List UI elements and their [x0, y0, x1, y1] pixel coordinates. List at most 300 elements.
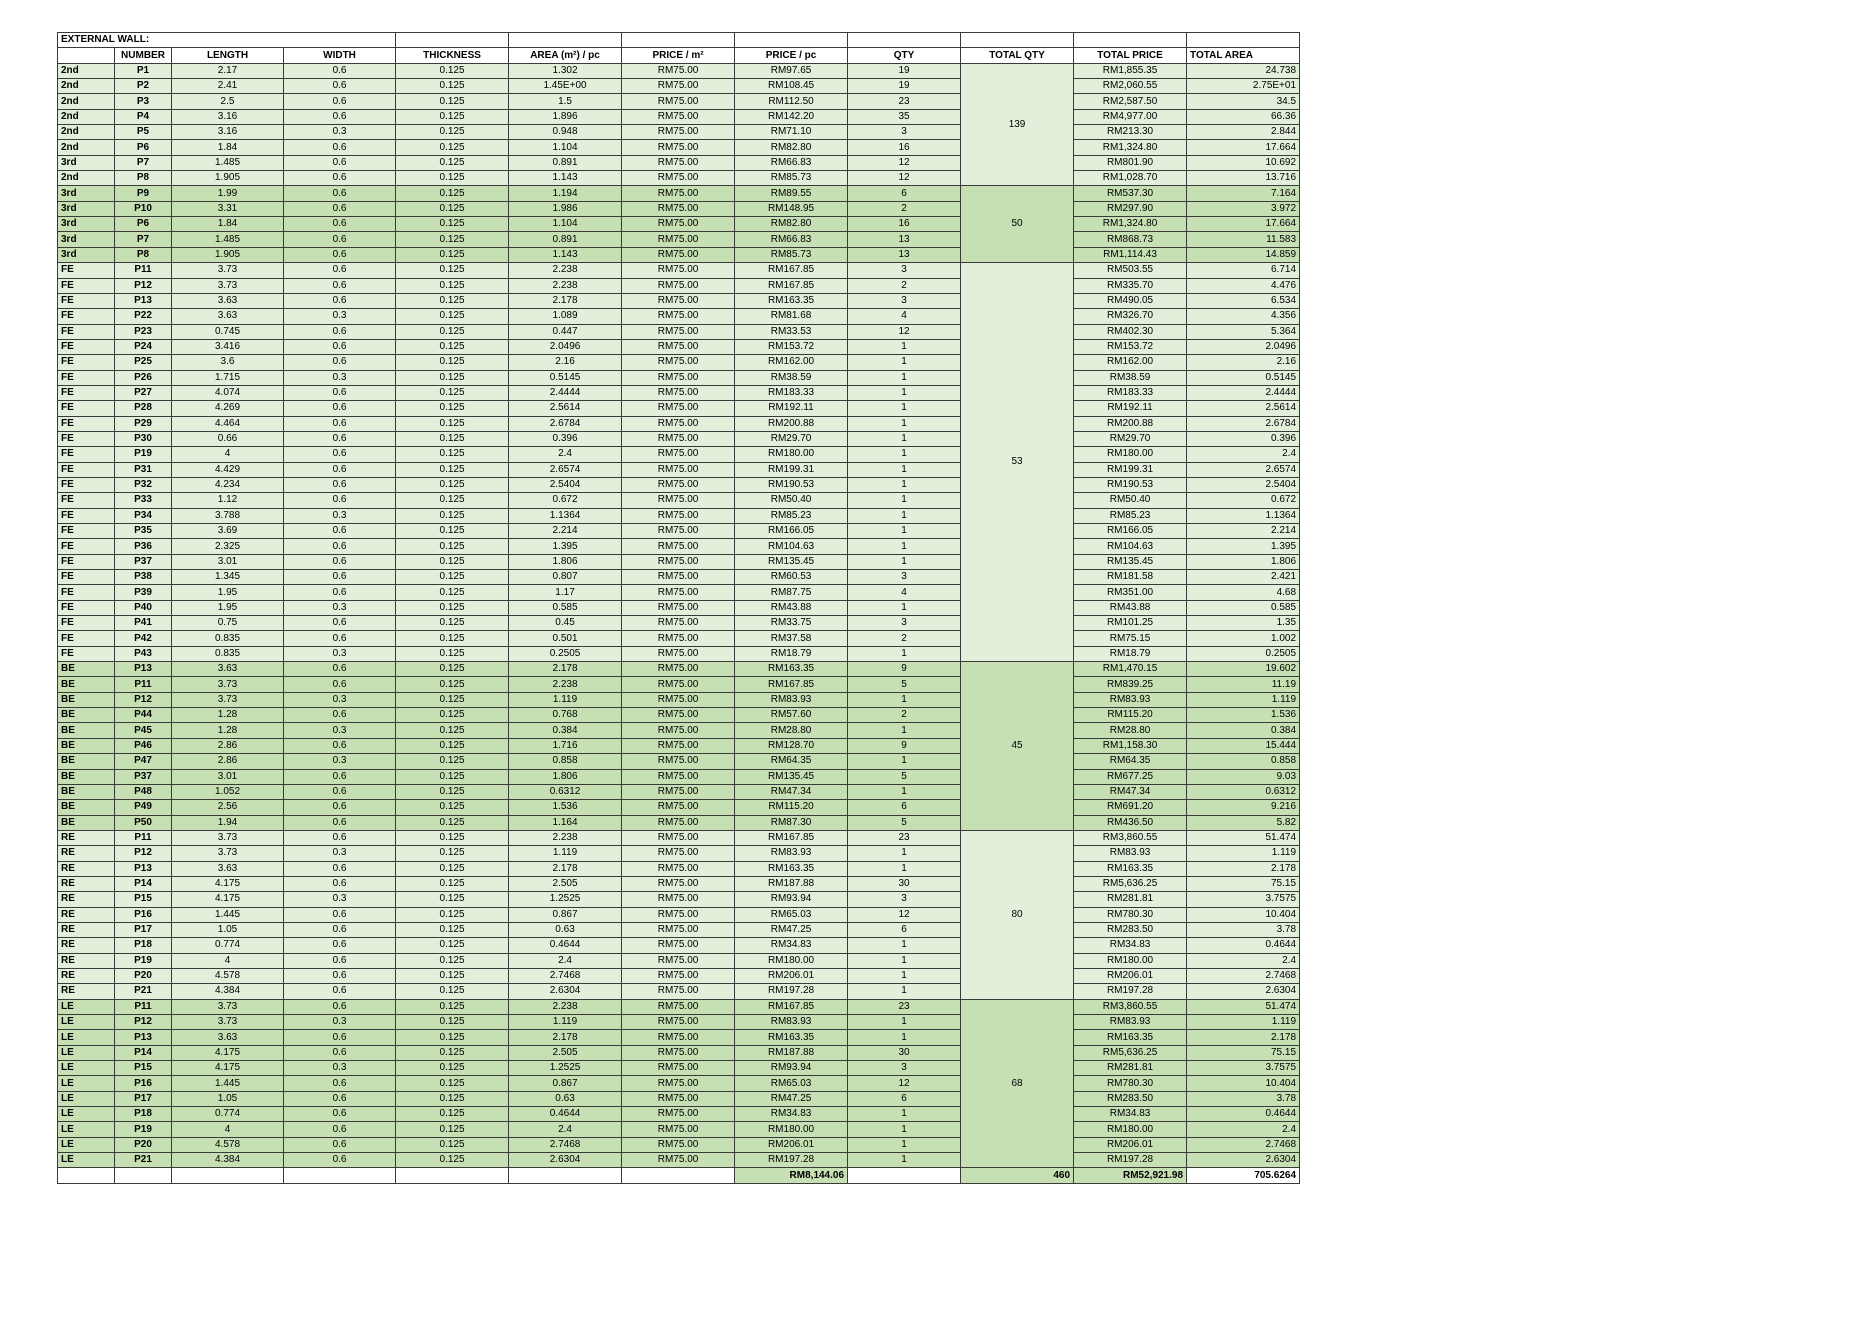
- cell-area-per-pc: 0.45: [509, 616, 622, 631]
- cell-thickness: 0.125: [396, 815, 509, 830]
- table-row: [58, 861, 1300, 876]
- cell-price-per-pc: RM28.80: [735, 723, 848, 738]
- cell-total-price: RM503.55: [1074, 263, 1187, 278]
- cell-length: 1.84: [172, 140, 284, 155]
- cell-width: 0.3: [284, 125, 396, 140]
- cell-width: 0.6: [284, 324, 396, 339]
- cell-qty: 3: [848, 892, 961, 907]
- group-total-qty: 53: [961, 263, 1074, 662]
- cell-price-per-pc: RM108.45: [735, 79, 848, 94]
- cell-number: P28: [115, 401, 172, 416]
- cell-number: P37: [115, 769, 172, 784]
- cell-price-per-pc: RM50.40: [735, 493, 848, 508]
- cell-width: 0.6: [284, 1153, 396, 1168]
- cell-thickness: 0.125: [396, 907, 509, 922]
- cell-qty: 1: [848, 1137, 961, 1152]
- cell-width: 0.6: [284, 922, 396, 937]
- header-width: WIDTH: [284, 48, 396, 63]
- cell-area-per-pc: 0.4644: [509, 1107, 622, 1122]
- cell-price-per-pc: RM29.70: [735, 431, 848, 446]
- cell-price-per-m2: RM75.00: [622, 462, 735, 477]
- cell-width: 0.6: [284, 677, 396, 692]
- cell-area-per-pc: 2.178: [509, 861, 622, 876]
- cell-floor: RE: [58, 846, 115, 861]
- cell-price-per-pc: RM83.93: [735, 1015, 848, 1030]
- cell-qty: 2: [848, 201, 961, 216]
- cell-total-price: RM5,636.25: [1074, 876, 1187, 891]
- cell-price-per-m2: RM75.00: [622, 1045, 735, 1060]
- table-row: [58, 554, 1300, 569]
- cell-total-price: RM1,470.15: [1074, 662, 1187, 677]
- cell-total-price: RM4,977.00: [1074, 109, 1187, 124]
- cell-number: P2: [115, 79, 172, 94]
- cell-floor: FE: [58, 263, 115, 278]
- cell-total-area: 0.396: [1187, 431, 1300, 446]
- totals-blank: [622, 1168, 735, 1183]
- cell-total-price: RM537.30: [1074, 186, 1187, 201]
- cell-total-price: RM181.58: [1074, 570, 1187, 585]
- cell-width: 0.6: [284, 355, 396, 370]
- cell-floor: BE: [58, 708, 115, 723]
- cell-width: 0.6: [284, 263, 396, 278]
- cell-number: P13: [115, 293, 172, 308]
- cell-floor: 2nd: [58, 94, 115, 109]
- cell-price-per-m2: RM75.00: [622, 94, 735, 109]
- cell-thickness: 0.125: [396, 708, 509, 723]
- totals-row: [58, 1168, 1300, 1183]
- cell-area-per-pc: 1.119: [509, 1015, 622, 1030]
- cell-number: P12: [115, 278, 172, 293]
- cell-thickness: 0.125: [396, 1107, 509, 1122]
- table-row: [58, 508, 1300, 523]
- cell-price-per-pc: RM82.80: [735, 140, 848, 155]
- cell-price-per-pc: RM206.01: [735, 968, 848, 983]
- cell-area-per-pc: 2.178: [509, 662, 622, 677]
- table-row: [58, 293, 1300, 308]
- cell-total-area: 11.583: [1187, 232, 1300, 247]
- cell-length: 4: [172, 447, 284, 462]
- cell-total-price: RM47.34: [1074, 784, 1187, 799]
- cell-number: P7: [115, 155, 172, 170]
- cell-floor: FE: [58, 646, 115, 661]
- cell-number: P46: [115, 738, 172, 753]
- cell-price-per-pc: RM57.60: [735, 708, 848, 723]
- cell-price-per-m2: RM75.00: [622, 63, 735, 78]
- cell-area-per-pc: 1.986: [509, 201, 622, 216]
- header-total-price: TOTAL PRICE: [1074, 48, 1187, 63]
- cell-price-per-pc: RM187.88: [735, 1045, 848, 1060]
- cell-floor: RE: [58, 938, 115, 953]
- cell-price-per-pc: RM166.05: [735, 524, 848, 539]
- table-row: [58, 217, 1300, 232]
- cell-thickness: 0.125: [396, 570, 509, 585]
- cell-number: P32: [115, 477, 172, 492]
- cell-price-per-pc: RM197.28: [735, 984, 848, 999]
- cell-length: 4.175: [172, 876, 284, 891]
- cell-total-area: 66.36: [1187, 109, 1300, 124]
- cell-length: 0.75: [172, 616, 284, 631]
- cell-floor: FE: [58, 401, 115, 416]
- cell-price-per-pc: RM142.20: [735, 109, 848, 124]
- cell-length: 4.175: [172, 892, 284, 907]
- cell-total-price: RM85.23: [1074, 508, 1187, 523]
- cell-price-per-pc: RM187.88: [735, 876, 848, 891]
- cell-area-per-pc: 2.505: [509, 1045, 622, 1060]
- cell-price-per-pc: RM47.25: [735, 922, 848, 937]
- cell-total-price: RM183.33: [1074, 385, 1187, 400]
- header-total-qty: TOTAL QTY: [961, 48, 1074, 63]
- totals-body: [58, 1168, 1300, 1183]
- cell-thickness: 0.125: [396, 953, 509, 968]
- cell-width: 0.3: [284, 892, 396, 907]
- cell-price-per-pc: RM162.00: [735, 355, 848, 370]
- table-row: [58, 830, 1300, 845]
- totals-blank: [58, 1168, 115, 1183]
- cell-area-per-pc: 1.716: [509, 738, 622, 753]
- cell-qty: 1: [848, 493, 961, 508]
- cell-total-price: RM197.28: [1074, 984, 1187, 999]
- table-row: [58, 401, 1300, 416]
- cell-total-price: RM34.83: [1074, 938, 1187, 953]
- table-row: [58, 94, 1300, 109]
- cell-total-area: 2.16: [1187, 355, 1300, 370]
- cell-price-per-pc: RM104.63: [735, 539, 848, 554]
- cell-length: 3.6: [172, 355, 284, 370]
- cell-thickness: 0.125: [396, 508, 509, 523]
- cell-area-per-pc: 2.6304: [509, 1153, 622, 1168]
- cell-area-per-pc: 1.17: [509, 585, 622, 600]
- cell-total-price: RM281.81: [1074, 892, 1187, 907]
- cell-floor: LE: [58, 1015, 115, 1030]
- cell-qty: 12: [848, 155, 961, 170]
- table-row: [58, 201, 1300, 216]
- cell-total-price: RM104.63: [1074, 539, 1187, 554]
- cell-price-per-pc: RM47.34: [735, 784, 848, 799]
- cell-qty: 23: [848, 999, 961, 1014]
- cell-number: P44: [115, 708, 172, 723]
- cell-price-per-m2: RM75.00: [622, 79, 735, 94]
- cell-thickness: 0.125: [396, 876, 509, 891]
- cell-total-area: 2.4: [1187, 953, 1300, 968]
- cell-qty: 1: [848, 646, 961, 661]
- cell-thickness: 0.125: [396, 339, 509, 354]
- cell-floor: FE: [58, 616, 115, 631]
- title-row-blank: [1187, 33, 1300, 48]
- table-row: [58, 171, 1300, 186]
- cell-area-per-pc: 0.396: [509, 431, 622, 446]
- cell-total-area: 2.6304: [1187, 1153, 1300, 1168]
- cell-total-area: 1.119: [1187, 1015, 1300, 1030]
- table-row: [58, 309, 1300, 324]
- cell-total-area: 2.178: [1187, 861, 1300, 876]
- cell-number: P18: [115, 1107, 172, 1122]
- cell-length: 4.578: [172, 1137, 284, 1152]
- cell-width: 0.6: [284, 278, 396, 293]
- cell-total-price: RM1,028.70: [1074, 171, 1187, 186]
- cell-area-per-pc: 2.214: [509, 524, 622, 539]
- cell-floor: FE: [58, 447, 115, 462]
- cell-width: 0.6: [284, 907, 396, 922]
- cell-floor: LE: [58, 1107, 115, 1122]
- cell-area-per-pc: 1.5: [509, 94, 622, 109]
- cell-price-per-m2: RM75.00: [622, 447, 735, 462]
- sheet-title: EXTERNAL WALL:: [58, 33, 396, 48]
- cell-price-per-m2: RM75.00: [622, 247, 735, 262]
- cell-number: P14: [115, 876, 172, 891]
- cell-price-per-pc: RM167.85: [735, 999, 848, 1014]
- cell-thickness: 0.125: [396, 1153, 509, 1168]
- cell-qty: 16: [848, 140, 961, 155]
- cell-width: 0.6: [284, 554, 396, 569]
- cell-total-price: RM206.01: [1074, 1137, 1187, 1152]
- cell-length: 0.66: [172, 431, 284, 446]
- cell-total-price: RM213.30: [1074, 125, 1187, 140]
- cell-qty: 2: [848, 631, 961, 646]
- cell-price-per-m2: RM75.00: [622, 616, 735, 631]
- cell-number: P35: [115, 524, 172, 539]
- cell-area-per-pc: 0.4644: [509, 938, 622, 953]
- cell-qty: 12: [848, 171, 961, 186]
- cell-number: P6: [115, 140, 172, 155]
- cell-width: 0.6: [284, 1030, 396, 1045]
- cell-thickness: 0.125: [396, 370, 509, 385]
- cell-floor: FE: [58, 477, 115, 492]
- cell-width: 0.6: [284, 155, 396, 170]
- cell-length: 3.31: [172, 201, 284, 216]
- cell-qty: 1: [848, 1030, 961, 1045]
- cell-qty: 1: [848, 477, 961, 492]
- cell-area-per-pc: 1.395: [509, 539, 622, 554]
- cell-floor: FE: [58, 539, 115, 554]
- cell-total-price: RM839.25: [1074, 677, 1187, 692]
- table-row: [58, 892, 1300, 907]
- table-row: [58, 754, 1300, 769]
- cell-total-area: 3.7575: [1187, 892, 1300, 907]
- cell-total-area: 0.4644: [1187, 1107, 1300, 1122]
- cell-length: 3.01: [172, 769, 284, 784]
- cell-width: 0.3: [284, 370, 396, 385]
- cell-total-area: 2.178: [1187, 1030, 1300, 1045]
- cell-total-price: RM180.00: [1074, 447, 1187, 462]
- cell-total-area: 2.5614: [1187, 401, 1300, 416]
- cell-floor: FE: [58, 370, 115, 385]
- cell-thickness: 0.125: [396, 1122, 509, 1137]
- cell-length: 3.16: [172, 125, 284, 140]
- cell-total-area: 9.216: [1187, 800, 1300, 815]
- cell-width: 0.6: [284, 477, 396, 492]
- cell-thickness: 0.125: [396, 600, 509, 615]
- header-length: LENGTH: [172, 48, 284, 63]
- cell-qty: 1: [848, 600, 961, 615]
- cell-thickness: 0.125: [396, 1137, 509, 1152]
- cell-total-area: 2.4: [1187, 447, 1300, 462]
- cell-qty: 1: [848, 416, 961, 431]
- cell-width: 0.6: [284, 616, 396, 631]
- cell-number: P11: [115, 830, 172, 845]
- cell-width: 0.6: [284, 401, 396, 416]
- cell-number: P5: [115, 125, 172, 140]
- cell-floor: RE: [58, 830, 115, 845]
- cell-number: P47: [115, 754, 172, 769]
- cell-thickness: 0.125: [396, 861, 509, 876]
- cell-total-price: RM1,158.30: [1074, 738, 1187, 753]
- cell-price-per-m2: RM75.00: [622, 692, 735, 707]
- cell-floor: 2nd: [58, 109, 115, 124]
- cell-floor: FE: [58, 508, 115, 523]
- cell-length: 3.63: [172, 293, 284, 308]
- cell-price-per-m2: RM75.00: [622, 968, 735, 983]
- cell-width: 0.6: [284, 63, 396, 78]
- group-total-qty: 80: [961, 830, 1074, 999]
- title-row-spacer: [396, 33, 509, 48]
- cell-floor: BE: [58, 738, 115, 753]
- cell-total-price: RM190.53: [1074, 477, 1187, 492]
- title-row-spacer: [1074, 33, 1187, 48]
- cell-qty: 6: [848, 922, 961, 937]
- cell-total-area: 75.15: [1187, 1045, 1300, 1060]
- cell-total-price: RM1,114.43: [1074, 247, 1187, 262]
- cell-total-area: 1.119: [1187, 692, 1300, 707]
- table-row: [58, 140, 1300, 155]
- cell-total-price: RM780.30: [1074, 907, 1187, 922]
- cell-price-per-pc: RM197.28: [735, 1153, 848, 1168]
- cell-price-per-m2: RM75.00: [622, 754, 735, 769]
- cell-price-per-pc: RM167.85: [735, 263, 848, 278]
- cell-thickness: 0.125: [396, 94, 509, 109]
- cell-qty: 1: [848, 554, 961, 569]
- table-row: [58, 800, 1300, 815]
- cell-total-area: 7.164: [1187, 186, 1300, 201]
- cell-price-per-m2: RM75.00: [622, 784, 735, 799]
- cell-total-area: 6.714: [1187, 263, 1300, 278]
- cell-length: 1.905: [172, 247, 284, 262]
- cell-length: 3.416: [172, 339, 284, 354]
- cell-thickness: 0.125: [396, 524, 509, 539]
- cell-total-price: RM281.81: [1074, 1061, 1187, 1076]
- group-total-qty: 139: [961, 63, 1074, 186]
- cell-total-price: RM297.90: [1074, 201, 1187, 216]
- cell-width: 0.6: [284, 232, 396, 247]
- cell-price-per-m2: RM75.00: [622, 677, 735, 692]
- cell-qty: 1: [848, 953, 961, 968]
- cell-width: 0.3: [284, 754, 396, 769]
- cell-total-price: RM801.90: [1074, 155, 1187, 170]
- cell-total-price: RM199.31: [1074, 462, 1187, 477]
- cell-qty: 1: [848, 846, 961, 861]
- cell-width: 0.6: [284, 217, 396, 232]
- cell-floor: LE: [58, 1030, 115, 1045]
- cell-number: P40: [115, 600, 172, 615]
- cell-length: 3.63: [172, 309, 284, 324]
- cell-price-per-m2: RM75.00: [622, 570, 735, 585]
- cell-floor: FE: [58, 324, 115, 339]
- cell-total-area: 75.15: [1187, 876, 1300, 891]
- cell-total-area: 17.664: [1187, 140, 1300, 155]
- cell-price-per-m2: RM75.00: [622, 232, 735, 247]
- title-row: [58, 33, 1300, 48]
- cell-width: 0.6: [284, 861, 396, 876]
- cell-total-area: 2.6304: [1187, 984, 1300, 999]
- cell-thickness: 0.125: [396, 1061, 509, 1076]
- title-row-spacer: [622, 33, 735, 48]
- cell-total-area: 3.78: [1187, 1091, 1300, 1106]
- cell-area-per-pc: 2.0496: [509, 339, 622, 354]
- totals-blank: [115, 1168, 172, 1183]
- cell-price-per-pc: RM66.83: [735, 155, 848, 170]
- table-row: [58, 125, 1300, 140]
- cell-price-per-m2: RM75.00: [622, 171, 735, 186]
- cell-length: 3.73: [172, 263, 284, 278]
- cell-price-per-pc: RM71.10: [735, 125, 848, 140]
- header-thickness: THICKNESS: [396, 48, 509, 63]
- cell-floor: RE: [58, 968, 115, 983]
- cell-area-per-pc: 2.4: [509, 953, 622, 968]
- cell-total-price: RM83.93: [1074, 846, 1187, 861]
- cell-price-per-pc: RM47.25: [735, 1091, 848, 1106]
- cell-total-area: 17.664: [1187, 217, 1300, 232]
- cell-thickness: 0.125: [396, 1015, 509, 1030]
- table-row: [58, 416, 1300, 431]
- cell-total-price: RM490.05: [1074, 293, 1187, 308]
- cell-thickness: 0.125: [396, 217, 509, 232]
- cell-price-per-m2: RM75.00: [622, 815, 735, 830]
- cell-total-area: 0.6312: [1187, 784, 1300, 799]
- cell-price-per-m2: RM75.00: [622, 508, 735, 523]
- totals-blank: [284, 1168, 396, 1183]
- cell-price-per-pc: RM85.23: [735, 508, 848, 523]
- cell-floor: FE: [58, 524, 115, 539]
- cell-floor: FE: [58, 339, 115, 354]
- grand-total-area: 705.6264: [1187, 1168, 1300, 1183]
- cell-width: 0.6: [284, 769, 396, 784]
- cell-thickness: 0.125: [396, 539, 509, 554]
- cell-length: 2.56: [172, 800, 284, 815]
- cell-number: P10: [115, 201, 172, 216]
- cell-number: P23: [115, 324, 172, 339]
- cell-price-per-pc: RM183.33: [735, 385, 848, 400]
- cell-floor: LE: [58, 1091, 115, 1106]
- cell-length: 0.745: [172, 324, 284, 339]
- cell-area-per-pc: 1.806: [509, 769, 622, 784]
- table-row: [58, 539, 1300, 554]
- cell-price-per-pc: RM85.73: [735, 247, 848, 262]
- cell-floor: RE: [58, 876, 115, 891]
- cell-total-area: 2.4: [1187, 1122, 1300, 1137]
- cell-width: 0.6: [284, 524, 396, 539]
- cell-width: 0.6: [284, 94, 396, 109]
- cell-total-price: RM335.70: [1074, 278, 1187, 293]
- cell-floor: BE: [58, 784, 115, 799]
- cell-price-per-pc: RM199.31: [735, 462, 848, 477]
- cell-total-price: RM283.50: [1074, 922, 1187, 937]
- cell-total-area: 1.1364: [1187, 508, 1300, 523]
- cell-number: P19: [115, 447, 172, 462]
- cell-price-per-pc: RM115.20: [735, 800, 848, 815]
- table-row: [58, 631, 1300, 646]
- cell-qty: 6: [848, 1091, 961, 1106]
- cell-thickness: 0.125: [396, 140, 509, 155]
- cell-length: 2.86: [172, 738, 284, 753]
- cell-width: 0.6: [284, 738, 396, 753]
- table-row: [58, 677, 1300, 692]
- cell-qty: 12: [848, 907, 961, 922]
- table-row: [58, 953, 1300, 968]
- cell-width: 0.6: [284, 201, 396, 216]
- cell-price-per-m2: RM75.00: [622, 953, 735, 968]
- cell-area-per-pc: 2.4: [509, 447, 622, 462]
- cell-total-price: RM153.72: [1074, 339, 1187, 354]
- table-row: [58, 431, 1300, 446]
